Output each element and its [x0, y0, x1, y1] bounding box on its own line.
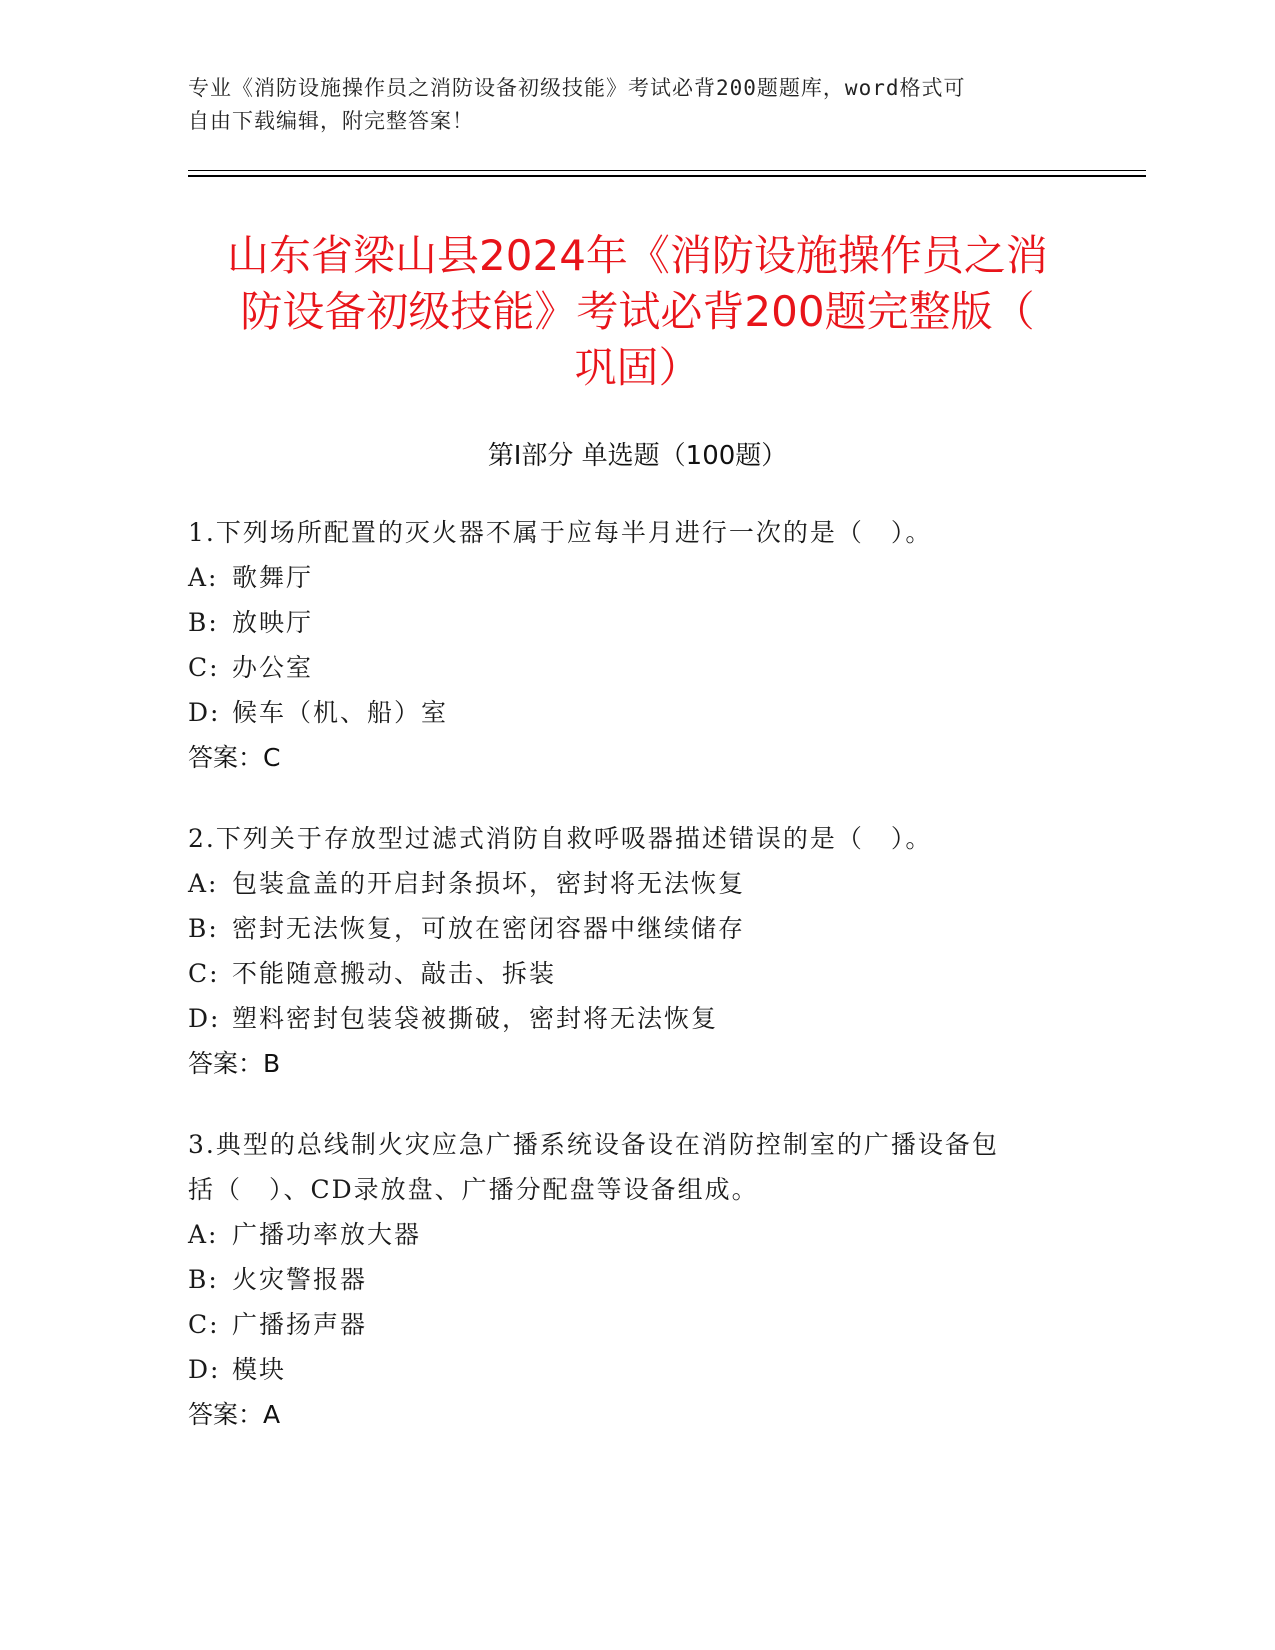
option-text: 放映厅: [232, 608, 314, 637]
option-d: [188, 690, 1088, 735]
option-text: 广播扬声器: [232, 1310, 368, 1339]
option-text: 歌舞厅: [232, 563, 314, 592]
option-label: D:: [188, 1355, 221, 1384]
intro-text: [188, 72, 1068, 138]
question-stem-continued: 括（ ）、CD录放盘、广播分配盘等设备组成。: [188, 1175, 759, 1204]
option-label: B:: [188, 1265, 219, 1294]
intro-line-1: 专业《消防设施操作员之消防设备初级技能》考试必背200题题库，word格式可: [188, 76, 966, 100]
title-line-1: 山东省梁山县2024年《消防设施操作员之消: [227, 231, 1048, 280]
option-c: [188, 645, 1088, 690]
option-label: A:: [188, 1220, 219, 1249]
option-text: 候车（机、船）室: [232, 698, 449, 727]
option-b: [188, 600, 1088, 645]
option-text: 不能随意搬动、敲击、拆装: [232, 959, 557, 988]
question-3: [188, 1122, 1088, 1437]
option-a: [188, 1212, 1088, 1257]
option-d: [188, 1347, 1088, 1392]
option-label: A:: [188, 869, 219, 898]
option-label: C:: [188, 1310, 220, 1339]
option-c: [188, 951, 1088, 996]
question-stem: 2.下列关于存放型过滤式消防自救呼吸器描述错误的是（ ）。: [188, 824, 933, 853]
answer: 答案：B: [188, 1049, 281, 1078]
option-text: 模块: [232, 1355, 287, 1384]
option-d: [188, 996, 1088, 1041]
title-line-3: 巩固）: [574, 343, 701, 392]
header-rule-thin: [188, 170, 1146, 171]
answer: 答案：A: [188, 1400, 281, 1429]
option-text: 广播功率放大器: [232, 1220, 422, 1249]
option-label: C:: [188, 653, 220, 682]
option-label: D:: [188, 698, 221, 727]
intro-line-2: 自由下载编辑，附完整答案！: [188, 109, 474, 133]
option-a: [188, 555, 1088, 600]
option-label: D:: [188, 1004, 221, 1033]
option-c: [188, 1302, 1088, 1347]
option-label: B:: [188, 914, 219, 943]
answer: 答案：C: [188, 743, 281, 772]
option-text: 包装盒盖的开启封条损坏，密封将无法恢复: [232, 869, 746, 898]
option-a: [188, 861, 1088, 906]
section-heading: 第Ⅰ部分 单选题（100题）: [487, 441, 788, 471]
option-text: 塑料密封包装袋被撕破，密封将无法恢复: [232, 1004, 719, 1033]
option-label: C:: [188, 959, 220, 988]
header-rule-thick: [188, 175, 1146, 177]
option-text: 密封无法恢复，可放在密闭容器中继续储存: [232, 914, 746, 943]
option-text: 火灾警报器: [232, 1265, 368, 1294]
option-b: [188, 906, 1088, 951]
option-label: A:: [188, 563, 219, 592]
question-stem: 1.下列场所配置的灭火器不属于应每半月进行一次的是（ ）。: [188, 518, 933, 547]
option-label: B:: [188, 608, 219, 637]
option-text: 办公室: [232, 653, 314, 682]
title-line-2: 防设备初级技能》考试必背200题完整版（: [240, 287, 1035, 336]
question-1: [188, 510, 1088, 780]
question-2: [188, 816, 1088, 1086]
question-stem: 3.典型的总线制火灾应急广播系统设备设在消防控制室的广播设备包: [188, 1130, 999, 1159]
option-b: [188, 1257, 1088, 1302]
document-title: [150, 228, 1125, 396]
